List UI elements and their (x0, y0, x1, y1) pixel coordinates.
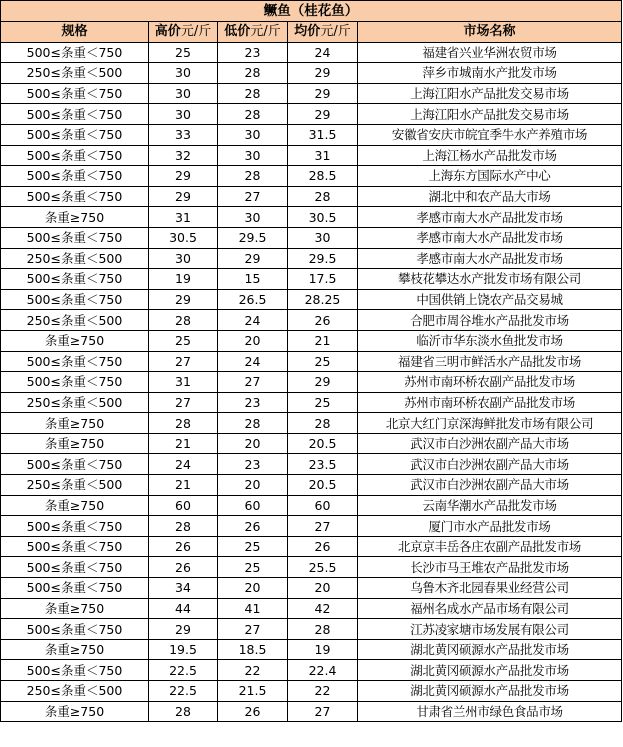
cell-low-price: 15 (218, 269, 288, 290)
cell-high-price: 26 (149, 536, 218, 557)
table-row (1, 619, 622, 640)
table-row (1, 495, 622, 516)
cell-spec: 500≤条重＜750 (1, 186, 149, 207)
cell-avg-price: 27 (288, 701, 358, 722)
column-header-row (1, 22, 622, 43)
table-row (1, 433, 622, 454)
cell-low-price: 21.5 (218, 681, 288, 702)
cell-avg-price: 28 (288, 413, 358, 434)
cell-market: 上海东方国际水产中心 (358, 166, 622, 187)
cell-high-price: 22.5 (149, 681, 218, 702)
cell-spec: 条重≥750 (1, 413, 149, 434)
cell-high-price: 19 (149, 269, 218, 290)
cell-low-price: 26 (218, 701, 288, 722)
cell-high-price: 26 (149, 557, 218, 578)
cell-spec: 500≤条重＜750 (1, 104, 149, 125)
cell-avg-price: 21 (288, 330, 358, 351)
header-low-label: 低价 (224, 24, 251, 40)
cell-low-price: 18.5 (218, 639, 288, 660)
cell-low-price: 27 (218, 372, 288, 393)
table-row (1, 413, 622, 434)
header-high-price (149, 22, 218, 43)
cell-avg-price: 29.5 (288, 248, 358, 269)
cell-spec: 500≤条重＜750 (1, 145, 149, 166)
cell-market: 苏州市南环桥农副产品批发市场 (358, 372, 622, 393)
cell-low-price: 30 (218, 124, 288, 145)
cell-high-price: 44 (149, 598, 218, 619)
cell-avg-price: 25 (288, 351, 358, 372)
cell-spec: 500≤条重＜750 (1, 578, 149, 599)
table-row (1, 269, 622, 290)
table-row (1, 166, 622, 187)
cell-spec: 条重≥750 (1, 598, 149, 619)
cell-avg-price: 29 (288, 104, 358, 125)
cell-high-price: 25 (149, 42, 218, 63)
cell-low-price: 25 (218, 557, 288, 578)
cell-market: 长沙市马王堆农产品批发市场 (358, 557, 622, 578)
cell-high-price: 28 (149, 701, 218, 722)
cell-avg-price: 29 (288, 372, 358, 393)
table-row (1, 207, 622, 228)
cell-avg-price: 28.25 (288, 289, 358, 310)
cell-high-price: 24 (149, 454, 218, 475)
table-row (1, 248, 622, 269)
cell-low-price: 20 (218, 475, 288, 496)
table-row (1, 639, 622, 660)
cell-avg-price: 19 (288, 639, 358, 660)
cell-low-price: 20 (218, 578, 288, 599)
cell-high-price: 31 (149, 207, 218, 228)
cell-market: 北京大红门京深海鲜批发市场有限公司 (358, 413, 622, 434)
cell-avg-price: 28 (288, 619, 358, 640)
cell-spec: 250≤条重＜500 (1, 681, 149, 702)
cell-spec: 250≤条重＜500 (1, 310, 149, 331)
cell-high-price: 30 (149, 63, 218, 84)
table-row (1, 351, 622, 372)
cell-high-price: 25 (149, 330, 218, 351)
cell-high-price: 22.5 (149, 660, 218, 681)
cell-high-price: 30 (149, 104, 218, 125)
cell-spec: 500≤条重＜750 (1, 83, 149, 104)
table-row (1, 186, 622, 207)
cell-low-price: 29 (218, 248, 288, 269)
cell-market: 上海江阳水产品批发交易市场 (358, 83, 622, 104)
cell-high-price: 28 (149, 516, 218, 537)
cell-low-price: 28 (218, 413, 288, 434)
cell-spec: 500≤条重＜750 (1, 124, 149, 145)
cell-avg-price: 22 (288, 681, 358, 702)
cell-low-price: 24 (218, 351, 288, 372)
cell-low-price: 23 (218, 392, 288, 413)
cell-spec: 500≤条重＜750 (1, 619, 149, 640)
cell-market: 湖北黄冈硕源水产品批发市场 (358, 660, 622, 681)
cell-low-price: 28 (218, 63, 288, 84)
cell-high-price: 29 (149, 289, 218, 310)
cell-market: 孝感市南大水产品批发市场 (358, 248, 622, 269)
table-row (1, 63, 622, 84)
cell-low-price: 60 (218, 495, 288, 516)
cell-avg-price: 26 (288, 310, 358, 331)
cell-spec: 500≤条重＜750 (1, 557, 149, 578)
cell-market: 福州名成水产品市场有限公司 (358, 598, 622, 619)
cell-low-price: 22 (218, 660, 288, 681)
cell-low-price: 28 (218, 104, 288, 125)
cell-spec: 500≤条重＜750 (1, 42, 149, 63)
cell-spec: 条重≥750 (1, 330, 149, 351)
cell-market: 孝感市南大水产品批发市场 (358, 227, 622, 248)
header-avg-unit: 元/斤 (320, 24, 351, 40)
header-low-price (218, 22, 288, 43)
cell-spec: 500≤条重＜750 (1, 660, 149, 681)
cell-market: 中国供销上饶农产品交易城 (358, 289, 622, 310)
table-row (1, 475, 622, 496)
cell-spec: 500≤条重＜750 (1, 536, 149, 557)
cell-avg-price: 30.5 (288, 207, 358, 228)
cell-high-price: 31 (149, 372, 218, 393)
cell-high-price: 32 (149, 145, 218, 166)
cell-avg-price: 25 (288, 392, 358, 413)
cell-avg-price: 30 (288, 227, 358, 248)
table-row (1, 454, 622, 475)
cell-high-price: 19.5 (149, 639, 218, 660)
cell-market: 上海江杨水产品批发市场 (358, 145, 622, 166)
cell-high-price: 27 (149, 392, 218, 413)
cell-market: 乌鲁木齐北园春果业经营公司 (358, 578, 622, 599)
cell-market: 湖北中和农产品大市场 (358, 186, 622, 207)
cell-market: 云南华潮水产品批发市场 (358, 495, 622, 516)
cell-high-price: 28 (149, 413, 218, 434)
cell-low-price: 29.5 (218, 227, 288, 248)
cell-market: 安徽省安庆市皖宜季牛水产养殖市场 (358, 124, 622, 145)
cell-avg-price: 23.5 (288, 454, 358, 475)
cell-avg-price: 17.5 (288, 269, 358, 290)
cell-avg-price: 22.4 (288, 660, 358, 681)
cell-avg-price: 42 (288, 598, 358, 619)
cell-market: 临沂市华东淡水鱼批发市场 (358, 330, 622, 351)
header-high-unit: 元/斤 (180, 24, 212, 40)
cell-low-price: 30 (218, 145, 288, 166)
cell-market: 湖北黄冈硕源水产品批发市场 (358, 639, 622, 660)
cell-market: 合肥市周谷堆水产品批发市场 (358, 310, 622, 331)
cell-high-price: 30.5 (149, 227, 218, 248)
cell-spec: 250≤条重＜500 (1, 63, 149, 84)
table-row (1, 578, 622, 599)
cell-low-price: 28 (218, 83, 288, 104)
cell-market: 攀枝花攀达水产批发市场有限公司 (358, 269, 622, 290)
cell-market: 厦门市水产品批发市场 (358, 516, 622, 537)
table-row (1, 289, 622, 310)
table-row (1, 42, 622, 63)
cell-avg-price: 20 (288, 578, 358, 599)
cell-high-price: 60 (149, 495, 218, 516)
cell-market: 萍乡市城南水产批发市场 (358, 63, 622, 84)
cell-spec: 500≤条重＜750 (1, 289, 149, 310)
cell-spec: 条重≥750 (1, 495, 149, 516)
table-row (1, 392, 622, 413)
cell-low-price: 30 (218, 207, 288, 228)
table-body (1, 42, 622, 722)
cell-market: 江苏凌家塘市场发展有限公司 (358, 619, 622, 640)
header-low-unit: 元/斤 (250, 24, 281, 40)
table-row (1, 701, 622, 722)
cell-high-price: 30 (149, 83, 218, 104)
cell-market: 武汉市白沙洲农副产品大市场 (358, 454, 622, 475)
table-row (1, 598, 622, 619)
table-title: 鳜鱼（桂花鱼） (1, 1, 622, 22)
cell-avg-price: 28 (288, 186, 358, 207)
table-title-row (1, 1, 622, 22)
header-avg-price (288, 22, 358, 43)
cell-avg-price: 25.5 (288, 557, 358, 578)
cell-spec: 250≤条重＜500 (1, 248, 149, 269)
cell-low-price: 27 (218, 186, 288, 207)
cell-high-price: 28 (149, 310, 218, 331)
table-row (1, 330, 622, 351)
cell-low-price: 27 (218, 619, 288, 640)
cell-spec: 250≤条重＜500 (1, 475, 149, 496)
cell-avg-price: 31 (288, 145, 358, 166)
cell-market: 福建省三明市鲜活水产品批发市场 (358, 351, 622, 372)
cell-low-price: 26 (218, 516, 288, 537)
cell-market: 苏州市南环桥农副产品批发市场 (358, 392, 622, 413)
cell-high-price: 21 (149, 475, 218, 496)
cell-high-price: 29 (149, 166, 218, 187)
table-row (1, 145, 622, 166)
table-row (1, 660, 622, 681)
cell-low-price: 23 (218, 454, 288, 475)
cell-avg-price: 20.5 (288, 475, 358, 496)
cell-low-price: 28 (218, 166, 288, 187)
table-row (1, 557, 622, 578)
cell-low-price: 24 (218, 310, 288, 331)
cell-market: 湖北黄冈硕源水产品批发市场 (358, 681, 622, 702)
cell-low-price: 20 (218, 433, 288, 454)
cell-spec: 条重≥750 (1, 433, 149, 454)
cell-high-price: 29 (149, 619, 218, 640)
cell-avg-price: 20.5 (288, 433, 358, 454)
cell-high-price: 34 (149, 578, 218, 599)
cell-spec: 500≤条重＜750 (1, 227, 149, 248)
table-row (1, 681, 622, 702)
cell-avg-price: 28.5 (288, 166, 358, 187)
cell-spec: 500≤条重＜750 (1, 372, 149, 393)
table-row (1, 104, 622, 125)
cell-low-price: 20 (218, 330, 288, 351)
cell-market: 孝感市南大水产品批发市场 (358, 207, 622, 228)
header-avg-label: 均价 (294, 24, 321, 40)
table-row (1, 83, 622, 104)
table-row (1, 516, 622, 537)
cell-spec: 500≤条重＜750 (1, 269, 149, 290)
cell-spec: 500≤条重＜750 (1, 454, 149, 475)
cell-low-price: 26.5 (218, 289, 288, 310)
cell-avg-price: 27 (288, 516, 358, 537)
cell-high-price: 21 (149, 433, 218, 454)
cell-high-price: 27 (149, 351, 218, 372)
table-row (1, 227, 622, 248)
header-market: 市场名称 (358, 22, 622, 43)
cell-market: 武汉市白沙洲农副产品大市场 (358, 433, 622, 454)
cell-high-price: 29 (149, 186, 218, 207)
cell-avg-price: 60 (288, 495, 358, 516)
cell-high-price: 30 (149, 248, 218, 269)
cell-low-price: 41 (218, 598, 288, 619)
table-row (1, 372, 622, 393)
cell-avg-price: 24 (288, 42, 358, 63)
cell-high-price: 33 (149, 124, 218, 145)
cell-market: 甘肃省兰州市绿色食品市场 (358, 701, 622, 722)
cell-market: 北京京丰岳各庄农副产品批发市场 (358, 536, 622, 557)
table-row (1, 124, 622, 145)
cell-spec: 500≤条重＜750 (1, 351, 149, 372)
cell-spec: 500≤条重＜750 (1, 516, 149, 537)
cell-low-price: 25 (218, 536, 288, 557)
cell-avg-price: 29 (288, 83, 358, 104)
cell-market: 武汉市白沙洲农副产品大市场 (358, 475, 622, 496)
header-high-label: 高价 (154, 24, 181, 40)
header-spec: 规格 (1, 22, 149, 43)
cell-spec: 250≤条重＜500 (1, 392, 149, 413)
cell-avg-price: 29 (288, 63, 358, 84)
cell-avg-price: 31.5 (288, 124, 358, 145)
cell-avg-price: 26 (288, 536, 358, 557)
cell-low-price: 23 (218, 42, 288, 63)
cell-market: 福建省兴业华洲农贸市场 (358, 42, 622, 63)
cell-spec: 条重≥750 (1, 701, 149, 722)
cell-market: 上海江阳水产品批发交易市场 (358, 104, 622, 125)
cell-spec: 条重≥750 (1, 639, 149, 660)
table-row (1, 536, 622, 557)
cell-spec: 500≤条重＜750 (1, 166, 149, 187)
cell-spec: 条重≥750 (1, 207, 149, 228)
table-row (1, 310, 622, 331)
